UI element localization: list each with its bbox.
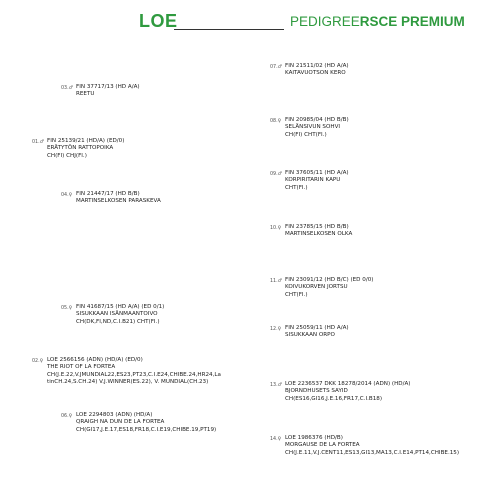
- registration: FIN 25139/21 (HD/A) (ED/0): [47, 138, 125, 144]
- header: [0, 0, 497, 45]
- entry-number: 09.♂: [270, 172, 282, 177]
- registration: FIN 21447/17 (HD B/B): [76, 191, 140, 197]
- dog-name: MARTINSELKOSEN PARASKEVA: [76, 198, 161, 205]
- header-rule: [174, 29, 284, 30]
- entry-number: 06.♀: [61, 414, 73, 419]
- registration: FIN 25059/11 (HD A/A): [285, 325, 349, 331]
- entry-number: 04.♀: [61, 193, 73, 198]
- dog-name: THE RIOT OF LA FORTEA: [47, 364, 116, 371]
- entry-08: [270, 117, 349, 139]
- registration: LOE 1986376 (HD/B): [285, 435, 343, 441]
- entry-07: [270, 63, 349, 78]
- dog-name: SISUKKAAN ISÄNMAANTOIVO: [76, 311, 158, 318]
- entry-number: 07.♂: [270, 65, 282, 70]
- header-title-pedigree: PEDIGREE: [290, 14, 360, 29]
- registration: FIN 23091/12 (HD B/C) (ED 0/0): [285, 277, 374, 283]
- dog-name: SELÄNSIVUN SOHVI: [285, 124, 341, 131]
- dog-name: KAITAVUOTSON KERO: [285, 70, 346, 77]
- titles: CH(ES16,GI16,J.E.16,FR17,C.I.B18): [285, 395, 383, 402]
- titles: CH(FI) CHT(FI.): [285, 131, 327, 138]
- dog-name: MORGAUSE DE LA FORTEA: [285, 442, 360, 449]
- entry-number: 08.♀: [270, 119, 282, 124]
- dog-name: KOIVUKORVEN JORTSU: [285, 284, 348, 291]
- header-title-rsce-premium: RSCE PREMIUM: [359, 14, 465, 29]
- registration: FIN 41687/15 (HD A/A) (ED 0/1): [76, 304, 165, 310]
- registration: FIN 23785/15 (HD B/B): [285, 224, 349, 230]
- entry-12: [270, 325, 349, 340]
- entry-number: 05.♀: [61, 306, 73, 311]
- header-logo-loe: LOE: [139, 11, 178, 31]
- registration: LOE 2236537 DKK 18278/2014 (ADN) (HD/A): [285, 381, 411, 387]
- entry-number: 14.♀: [270, 437, 282, 442]
- titles: CH(GI17,J.E.17,ES18,FR18,C.I.E19,CHIBE.19,PT19): [76, 426, 217, 433]
- entry-number: 12.♀: [270, 327, 282, 332]
- entry-number: 01.♂: [32, 140, 44, 145]
- titles: CH(J.E.11,V.J.CENT11,ES13,GI13,MA13,C.I.E14,PT14,CHIBE.15): [285, 449, 460, 456]
- registration: LOE 2566156 (ADN) (HD/A) (ED/0): [47, 357, 143, 363]
- titles: CH(J.E.22,V.JMUNDIAL22,ES23,PT23,C.I.E24,CHIBE.24,HR24,La: [47, 371, 221, 378]
- dog-name: BJORNDHUSETS SAYID: [285, 388, 348, 395]
- entry-09: [270, 170, 349, 192]
- entry-number: 03.♂: [61, 86, 73, 91]
- titles: CHT(FI.): [285, 184, 308, 191]
- titles: CH(DK,FI,ND,C.I.B21) CHT(FI.): [76, 318, 160, 325]
- dog-name: QRAIGH NA DUN DE LA FORTEA: [76, 419, 165, 426]
- entry-number: 02.♀: [32, 359, 44, 364]
- entry-10: [270, 224, 353, 239]
- dog-name: KORPIRITARIN KAPU: [285, 177, 341, 184]
- dog-name: MARTINSELKOSEN OLKA: [285, 231, 353, 238]
- entry-01: [32, 138, 125, 160]
- entry-04: [61, 191, 161, 206]
- header-title: [290, 14, 465, 29]
- entry-11: [270, 277, 374, 299]
- titles-cont: tinCH.24,S.CH.24) V.J.WINNER(ES.22), V. MUNDIAL(CH.23): [47, 378, 209, 385]
- registration: LOE 2294803 (ADN) (HD/A): [76, 412, 153, 418]
- entry-06: [61, 412, 217, 434]
- dog-name: SISUKKAAN ORPO: [285, 332, 335, 339]
- dog-name: ERÄTYTÖN RATTOPOIKA: [47, 145, 114, 152]
- registration: FIN 37605/11 (HD A/A): [285, 170, 349, 176]
- titles: CHT(FI.): [285, 291, 308, 298]
- entry-number: 13.♂: [270, 383, 282, 388]
- dog-name: REETU: [76, 91, 95, 98]
- entry-number: 11.♂: [270, 279, 282, 284]
- registration: FIN 37717/13 (HD A/A): [76, 84, 140, 90]
- registration: FIN 21511/02 (HD A/A): [285, 63, 349, 69]
- entry-03: [61, 84, 140, 99]
- registration: FIN 20985/04 (HD B/B): [285, 117, 349, 123]
- entry-14: [270, 435, 460, 457]
- titles: CH(FI) CHJ(FI.): [47, 152, 87, 159]
- entry-number: 10.♀: [270, 226, 282, 231]
- entry-02: [32, 357, 221, 386]
- entry-13: [270, 381, 411, 403]
- entry-05: [61, 304, 165, 326]
